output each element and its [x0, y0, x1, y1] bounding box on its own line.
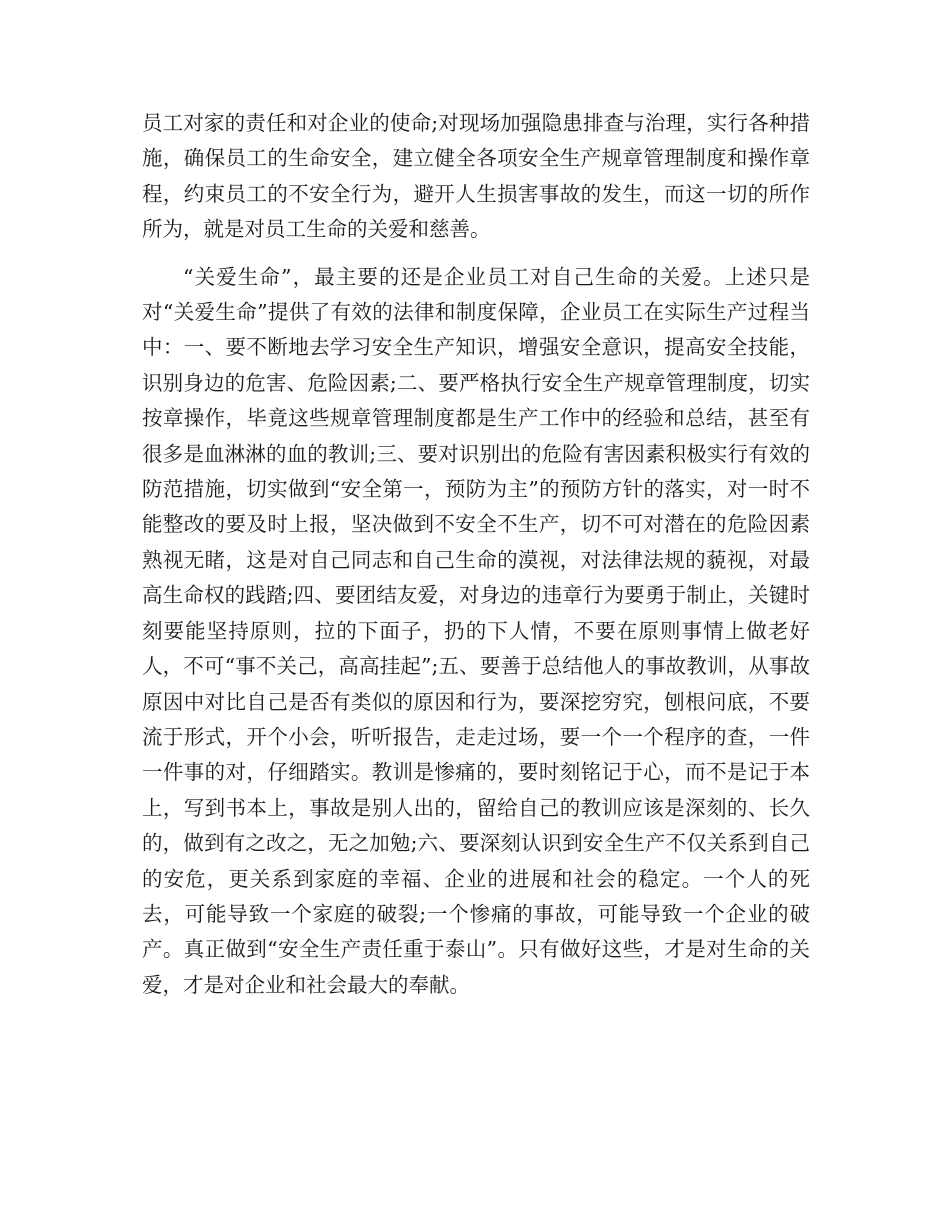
- document-body: [142, 106, 810, 1003]
- paragraph-cherish-life: “关爱生命”，最主要的还是企业员工对自己生命的关爱。上述只是对“关爱生命”提供了有效的法律和制度保障，企业员工在实际生产过程当中：一、要不断地去学习安全生产知识，增强安全意识，提高安全技能，识别身边的危害、危险因素;二、要严格执行安全生产规章管理制度，切实按章操作，毕竟这些规章管理制度都是生产工作中的经验和总结，甚至有很多是血淋淋的血的教训;三、要对识别出的危险有害因素积极实行有效的防范措施，切实做到“安全第一，预防为主”的预防方针的落实，对一时不能整改的要及时上报，坚决做到不安全不生产，切不可对潜在的危险因素熟视无睹，这是对自己同志和自己生命的漠视，对法律法规的藐视，对最高生命权的践踏;四、要团结友爱，对身边的违章行为要勇于制止，关键时刻要能坚持原则，拉的下面子，扔的下人情，不要在原则事情上做老好人，不可“事不关己，高高挂起”;五、要善于总结他人的事故教训，从事故原因中对比自己是否有类似的原因和行为，要深挖穷究，刨根问底，不要流于形式，开个小会，听听报告，走走过场，要一个一个程序的查，一件一件事的对，仔细踏实。教训是惨痛的，要时刻铭记于心，而不是记于本上，写到书本上，事故是别人出的，留给自己的教训应该是深刻的、长久的，做到有之改之，无之加勉;六、要深刻认识到安全生产不仅关系到自己的安危，更关系到家庭的幸福、企业的进展和社会的稳定。一个人的死去，可能导致一个家庭的破裂;一个惨痛的事故，可能导致一个企业的破产。真正做到“安全生产责任重于泰山”。只有做好这些，才是对生命的关爱，才是对企业和社会最大的奉献。: [142, 264, 810, 997]
- paragraph-continuation: 员工对家的责任和对企业的使命;对现场加强隐患排查与治理，实行各种措施，确保员工的生命安全，建立健全各项安全生产规章管理制度和操作章程，约束员工的不安全行为，避开人生损害事故的发生，而这一切的所作所为，就是对员工生命的关爱和慈善。: [142, 111, 810, 242]
